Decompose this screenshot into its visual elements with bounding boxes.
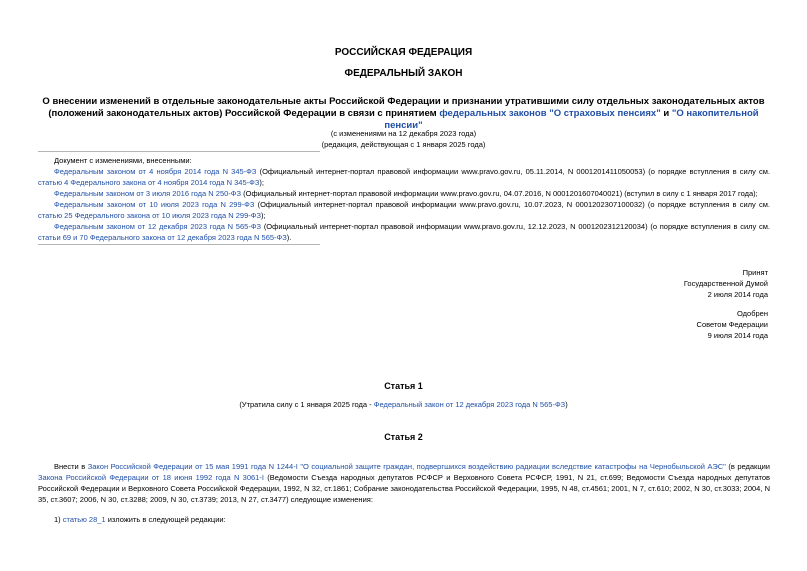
- article-1-status: (Утратила силу с 1 января 2025 года - Федеральный закон от 12 декабря 2023 года N 565-ФЗ): [239, 400, 568, 409]
- approved-block: Одобрен Советом Федерации 9 июля 2014 года: [696, 309, 768, 340]
- law-title-text: О внесении изменений в отдельные законодательные акты Российской Федерации и признании утратившими силу отдельных законодательных актов (положений законодательных актов) Российской Федерации в связи с принятием: [42, 96, 765, 119]
- amendment-item: Федеральным законом от 10 июля 2023 года N 299-ФЗ (Официальный интернет-портал правовой информации www.pravo.gov.ru, 10.07.2023, N 0001202307100032) (о порядке вступления в силу см. статью 25 Федерального закона от 10 июля 2023 года N 299-ФЗ);: [38, 200, 770, 220]
- article-28-1-link[interactable]: статью 28_1: [62, 515, 106, 524]
- edition-amendments: (с изменениями на 12 декабря 2023 года): [330, 129, 477, 138]
- amendment-item: Федеральным законом от 12 декабря 2023 года N 565-ФЗ (Официальный интернет-портал правовой информации www.pravo.gov.ru, 12.12.2023, N 0001202312120034) (о порядке вступления в силу см. статьи 69 и 70 Федерального закона от 12 декабря 2023 года N 565-ФЗ).: [38, 222, 770, 242]
- edition-info: [0, 128, 807, 150]
- article-1-heading: Статья 1: [384, 381, 423, 391]
- adopted-block: Принят Государственной Думой 2 июля 2014 года: [683, 268, 768, 299]
- federation-heading: РОССИЙСКАЯ ФЕДЕРАЦИЯ: [334, 47, 473, 58]
- amendment-link[interactable]: Федеральным законом от 3 июля 2016 года N 250-ФЗ: [54, 189, 242, 198]
- article-2-item-1: 1) статью 28_1 изложить в следующей редакции:: [54, 515, 226, 524]
- amendment-item: Федеральным законом от 3 июля 2016 года N 250-ФЗ (Официальный интернет-портал правовой информации www.pravo.gov.ru, 04.07.2016, N 0001201607040021) (вступил в силу с 1 января 2017 года);: [54, 189, 758, 198]
- chernobyl-law-link[interactable]: Закон Российской Федерации от 15 мая 1991 года N 1244-I "О социальной защите граждан, подвергшихся воздействию радиации вследствие катастрофы на Чернобыльской АЭС": [87, 462, 726, 471]
- law-type-heading: ФЕДЕРАЛЬНЫЙ ЗАКОН: [344, 68, 463, 79]
- amendment-link[interactable]: Федеральным законом от 12 декабря 2023 года N 565-ФЗ: [54, 222, 262, 231]
- pension-laws-link[interactable]: федеральных законов "О страховых пенсиях": [439, 108, 661, 119]
- divider-top: [38, 151, 320, 152]
- article-2-body: [38, 461, 770, 505]
- law-title-conj: и: [660, 108, 672, 119]
- article-2-paragraph: Внести в Закон Российской Федерации от 15 мая 1991 года N 1244-I "О социальной защите граждан, подвергшихся воздействию радиации вследствие катастрофы на Чернобыльской АЭС" (в редакции Закона Российской Федерации от 18 июня 1992 года N 3061-I (Ведомости Съезда народных депутатов РСФСР и Верховного Совета РСФСР, 1991, N 21, ст.699; Ведомости Съезда народных депутатов Российской Федерации и Верховного Совета Российской Федерации, 1992, N 32, ст.1861; Собрание законодательства Российской Федерации, 1995, N 48, ст.4561; 2001, N 7, ст.610; 2002, N 30, ст.3033; 2004, N 35, ст.3607; 2006, N 30, ст.3288; 2009, N 30, ст.3739; 2013, N 27, ст.3477) следующие изменения:: [38, 462, 770, 504]
- amendments-list: [38, 155, 770, 243]
- amendments-intro: Документ с изменениями, внесенными:: [54, 156, 192, 165]
- repeal-law-link[interactable]: Федеральный закон от 12 декабря 2023 года N 565-ФЗ: [373, 400, 566, 409]
- law-title: [34, 96, 773, 132]
- rf-law-1992-link[interactable]: Закона Российской Федерации от 18 июня 1992 года N 3061-I: [38, 473, 264, 482]
- divider-bottom: [38, 244, 320, 245]
- article-2-heading: Статья 2: [384, 432, 423, 442]
- amendment-article-link[interactable]: статью 25 Федерального закона от 10 июля 2023 года N 299-ФЗ: [38, 211, 261, 220]
- amendment-link[interactable]: Федеральным законом от 4 ноября 2014 года N 345-ФЗ: [54, 167, 257, 176]
- amendment-article-link[interactable]: статью 4 Федерального закона от 4 ноября 2014 года N 345-ФЗ: [38, 178, 260, 187]
- amendment-link[interactable]: Федеральным законом от 10 июля 2023 года N 299-ФЗ: [54, 200, 255, 209]
- amendment-article-link[interactable]: статьи 69 и 70 Федерального закона от 12 декабря 2023 года N 565-ФЗ: [38, 233, 287, 242]
- funded-pension-link[interactable]: "О накопительной пенсии": [384, 108, 759, 131]
- amendment-item: Федеральным законом от 4 ноября 2014 года N 345-ФЗ (Официальный интернет-портал правовой информации www.pravo.gov.ru, 05.11.2014, N 0001201411050053) (о порядке вступления в силу см. статью 4 Федерального закона от 4 ноября 2014 года N 345-ФЗ);: [38, 167, 771, 187]
- edition-effective: (редакция, действующая с 1 января 2025 года): [321, 140, 486, 149]
